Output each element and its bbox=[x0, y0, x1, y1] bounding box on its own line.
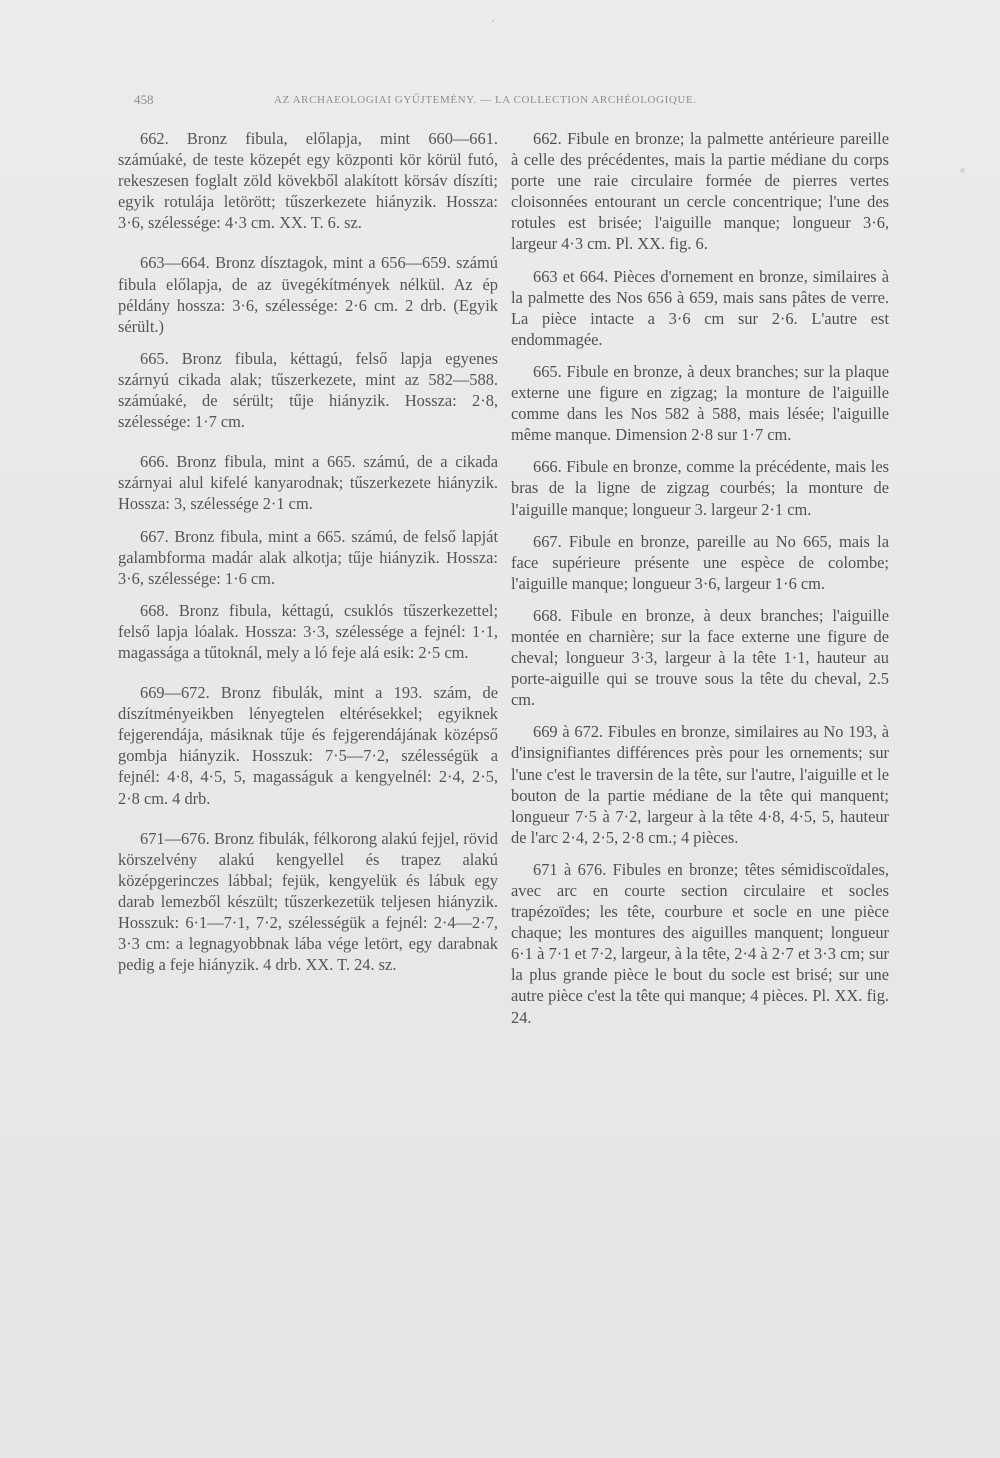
entry-hu-668: 668. Bronz fibula, kéttagú, csuklós tűszerkezettel; felső lapja lóalak. Hossza: 3·3, szélessége a fejnél: 1·1, magassága a tűtoknál, mely a ló feje alá esik: 2·5 cm. bbox=[118, 600, 498, 662]
entry-fr-669-672: 669 à 672. Fibules en bronze, similaires au No 193, à d'insignifiantes différences près pour les ornements; sur l'une c'est le traversin de la tête, sur l'autre, l'aiguille et le bouton de la partie médiane de la tête qui manquent; longueur 7·5 à 7·2, largeur à la tête 4·8, 4·5, 5, hauteur de l'arc 2·4, 2·5, 2·8 cm.; 4 pièces. bbox=[511, 722, 889, 847]
entry-fr-668: 668. Fibule en bronze, à deux branches; l'aiguille montée en charnière; sur la face externe une figure de cheval; longueur 3·3, largeur à la tête 1·1, hauteur au porte-aiguille qui se trouve sous la tête du cheval, 2.5 cm. bbox=[511, 605, 889, 710]
entry-fr-665: 665. Fibule en bronze, à deux branches; sur la plaque externe une figure en zigzag; la monture de l'aiguille comme dans les Nos 582 à 588, mais lésée; l'aiguille même manque. Dimension 2·8 sur 1·7 cm. bbox=[511, 361, 889, 445]
entry-fr-667: 667. Fibule en bronze, pareille au No 665, mais la face supérieure présente une espèce de colombe; l'aiguille manque; longueur 3·6, largeur 1·6 cm. bbox=[511, 531, 889, 593]
paper-spot bbox=[960, 168, 965, 173]
page-number: 458 bbox=[134, 92, 154, 107]
french-column bbox=[511, 128, 889, 1028]
entry-fr-666: 666. Fibule en bronze, comme la précédente, mais les bras de la ligne de zigzag courbés; la monture de l'aiguille manque; longueur 3. largeur 2·1 cm. bbox=[511, 457, 889, 519]
entry-hu-663-664: 663—664. Bronz dísztagok, mint a 656—659. számú fibula előlapja, de az üvegékítmények nélkül. Az ép példány hossza: 3·6, szélessége: 2·6 cm. 2 drb. (Egyik sérült.) bbox=[118, 253, 498, 336]
entry-hu-669-672: 669—672. Bronz fibulák, mint a 193. szám, de díszítményeikben lényegtelen eltérésekkel; egyiknek fejgerendája, másiknak tűje és fejgerendájának középső gombja hiányzik. Hosszuk: 7·5—7·2, szélességük a fejnél: 4·8, 4·5, 5, magasságuk a kengyelnél: 2·4, 2·5, 2·8 cm. 4 drb. bbox=[118, 683, 498, 808]
hungarian-column bbox=[118, 128, 498, 975]
page-header bbox=[134, 92, 895, 112]
running-title: AZ ARCHAEOLOGIAI GYŰJTEMÉNY. — LA COLLECTION ARCHÉOLOGIQUE. bbox=[274, 94, 697, 106]
paper-speck bbox=[492, 20, 494, 22]
entry-hu-667: 667. Bronz fibula, mint a 665. számú, de felső lapját galambforma madár alak alkotja; tűje hiányzik. Hossza: 3·6, szélessége: 1·6 cm. bbox=[118, 526, 498, 588]
entry-hu-662: 662. Bronz fibula, előlapja, mint 660—661. számúaké, de teste közepét egy központi kör körül futó, rekeszesen foglalt zöld kövekből alakított körsáv díszíti; egyik rotulája letörött; tűszerkezete hiányzik. Hossza: 3·6, szélessége: 4·3 cm. XX. T. 6. sz. bbox=[118, 129, 498, 233]
entry-hu-665: 665. Bronz fibula, kéttagú, felső lapja egyenes szárnyú cikada alak; tűszerkezete, mint az 582—588. számúaké, de sérült; tűje hiányzik. Hossza: 2·8, szélessége: 1·7 cm. bbox=[118, 348, 498, 432]
entry-fr-662: 662. Fibule en bronze; la palmette antérieure pareille à celle des précédentes, mais la partie médiane du corps porte une raie circulaire formée de pierres vertes cloisonnées entourant un cercle concentrique; l'une des rotules est brisée; l'aiguille manque; longueur 3·6, largeur 4·3 cm. Pl. XX. fig. 6. bbox=[511, 129, 889, 254]
entry-fr-663-664: 663 et 664. Pièces d'ornement en bronze, similaires à la palmette des Nos 656 à 659, mais sans pâtes de verre. La pièce intacte a 3·6 cm sur 2·6. L'autre est endommagée. bbox=[511, 266, 889, 349]
entry-hu-666: 666. Bronz fibula, mint a 665. számú, de a cikada szárnyai alul kifelé kanyarodnak; tűszerkezete hiányzik. Hossza: 3, szélessége 2·1 cm. bbox=[118, 452, 498, 514]
entry-hu-671-676: 671—676. Bronz fibulák, félkorong alakú fejjel, rövid körszelvény alakú kengyellel és trapez alakú középgerinczes lábbal; fejük, kengyelük és lábuk egy darab lemezből készült; tűszerkezetük teljesen hiányzik. Hosszuk: 6·1—7·1, 7·2, szélességük a fejnél: 2·4—2·7, 3·3 cm: a legnagyobbnak lába vége letört, egy darabnak pedig a feje hiányzik. 4 drb. XX. T. 24. sz. bbox=[118, 828, 498, 975]
entry-fr-671-676: 671 à 676. Fibules en bronze; têtes sémidiscoïdales, avec arc en courte section circulaire et socles trapézoïdes; les tête, courbure et socle en une pièce chaque; les montures des aiguilles manquent; longueur 6·1 à 7·1 et 7·2, largeur, à la tête, 2·4 à 2·7 et 3·3 cm; sur la plus grande pièce le bout du socle est brisé; sur une autre pièce c'est la tête qui manque; 4 pièces. Pl. XX. fig. 24. bbox=[511, 859, 889, 1027]
